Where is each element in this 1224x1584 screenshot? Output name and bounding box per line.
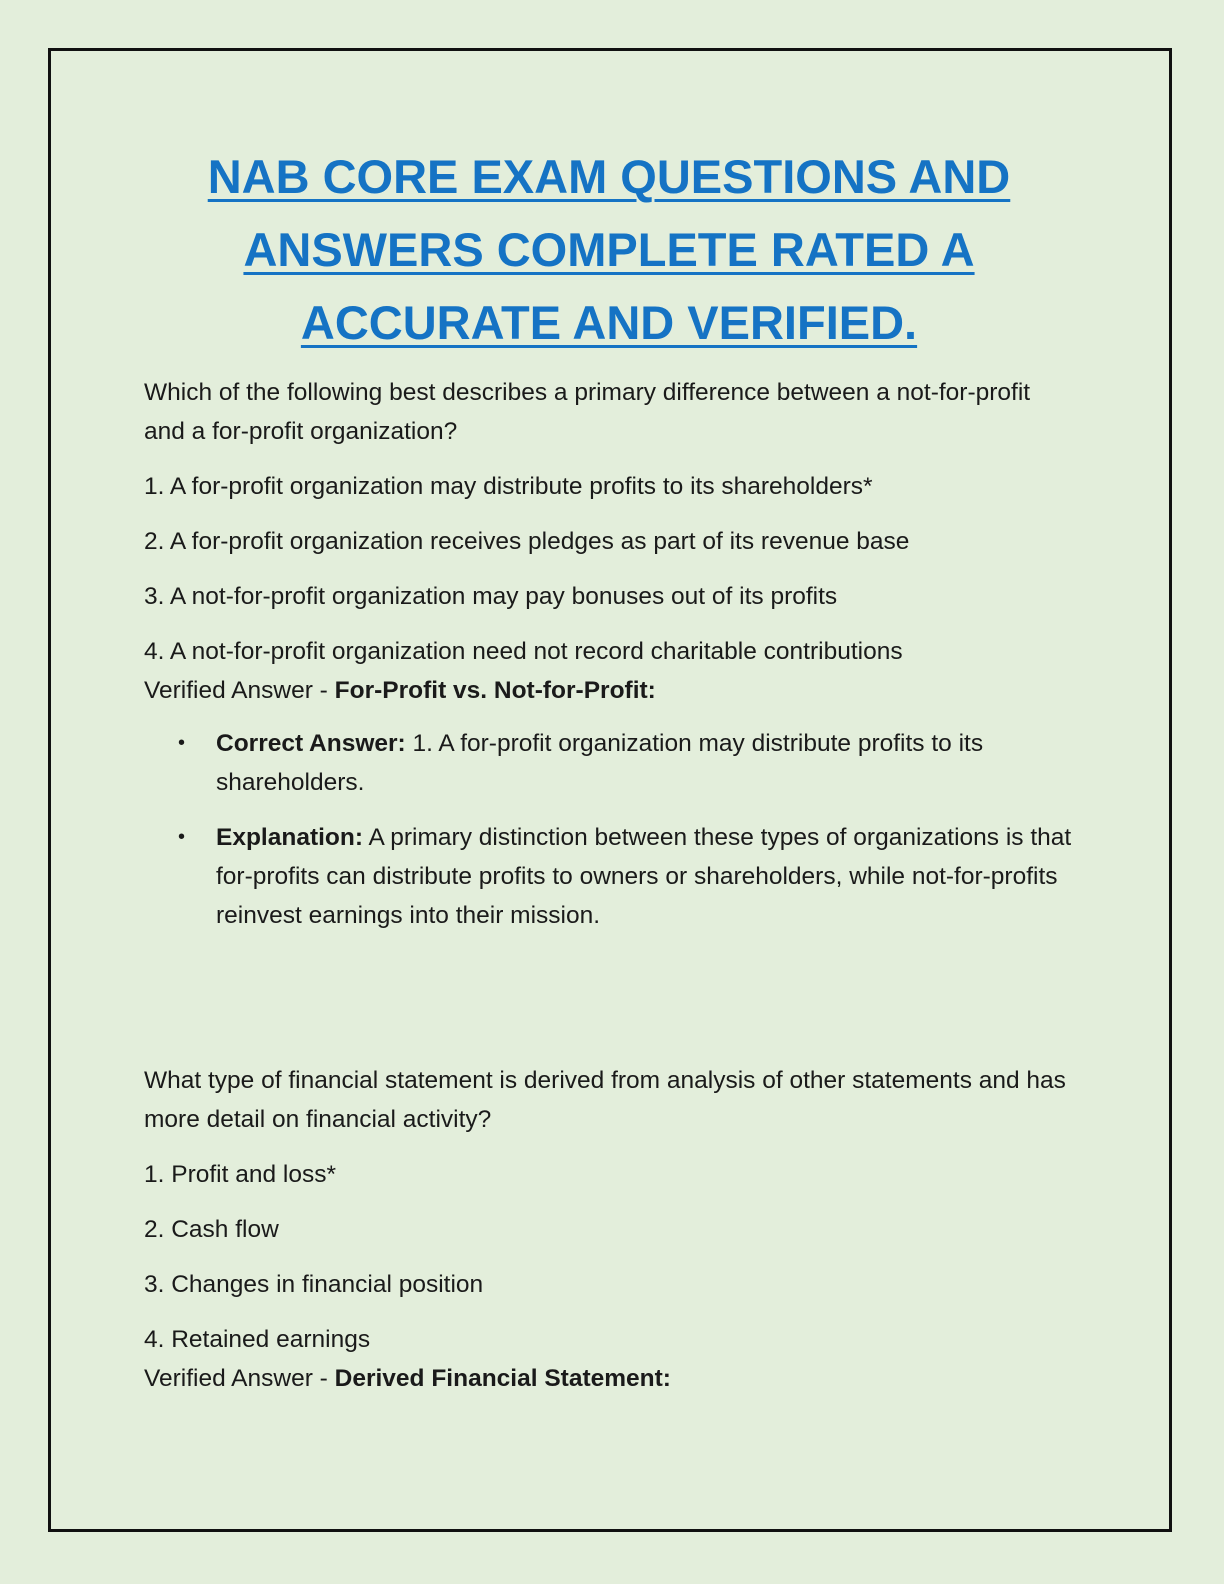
title-line-2: ANSWERS COMPLETE RATED A — [243, 223, 975, 276]
document-content — [144, 140, 1074, 1412]
verified-heading: Derived Financial Statement: — [334, 1365, 671, 1392]
answer-label: Correct Answer: — [216, 730, 406, 757]
title-line-1: NAB CORE EXAM QUESTIONS AND — [207, 150, 1011, 203]
title-line-3: ACCURATE AND VERIFIED. — [300, 296, 918, 349]
option-2: 2. A for-profit organization receives pledges as part of its revenue base — [144, 528, 910, 555]
question-block-1 — [144, 373, 1074, 935]
verified-heading: For-Profit vs. Not-for-Profit: — [334, 677, 656, 704]
question-text: What type of financial statement is derived from analysis of other statements and has more detail on financial activity? — [144, 1067, 1066, 1133]
verified-answer-line — [144, 671, 1074, 710]
option-3: 3. Changes in financial position — [144, 1271, 484, 1298]
answer-item-correct — [178, 724, 1074, 802]
option-1: 1. Profit and loss* — [144, 1161, 337, 1188]
option-4: 4. A not-for-profit organization need not record charitable contributions — [144, 638, 903, 665]
bullet-icon: • — [178, 826, 186, 848]
option-3: 3. A not-for-profit organization may pay bonuses out of its profits — [144, 583, 838, 610]
option-4: 4. Retained earnings — [144, 1326, 371, 1353]
answer-list — [144, 724, 1074, 935]
question-text: Which of the following best describes a primary difference between a not-for-profit and a for-profit organization? — [144, 379, 1031, 445]
verified-answer-line — [144, 1359, 1074, 1398]
question-block-2 — [144, 1061, 1074, 1398]
document-title — [144, 140, 1074, 359]
answer-text: A primary distinction between these types of organizations is that for-profits can distribute profits to owners or shareholders, while not-for-profits reinvest earnings into their mission. — [216, 824, 1072, 929]
answer-item-explanation — [178, 818, 1074, 935]
verified-prefix: Verified Answer - — [144, 1365, 335, 1392]
verified-prefix: Verified Answer - — [144, 677, 335, 704]
option-1: 1. A for-profit organization may distribute profits to its shareholders* — [144, 473, 873, 500]
bullet-icon: • — [178, 732, 186, 754]
section-spacer — [144, 951, 1074, 1061]
answer-label: Explanation: — [216, 824, 364, 851]
option-2: 2. Cash flow — [144, 1216, 279, 1243]
answer-text: 1. A for-profit organization may distribute profits to its shareholders. — [216, 730, 984, 796]
